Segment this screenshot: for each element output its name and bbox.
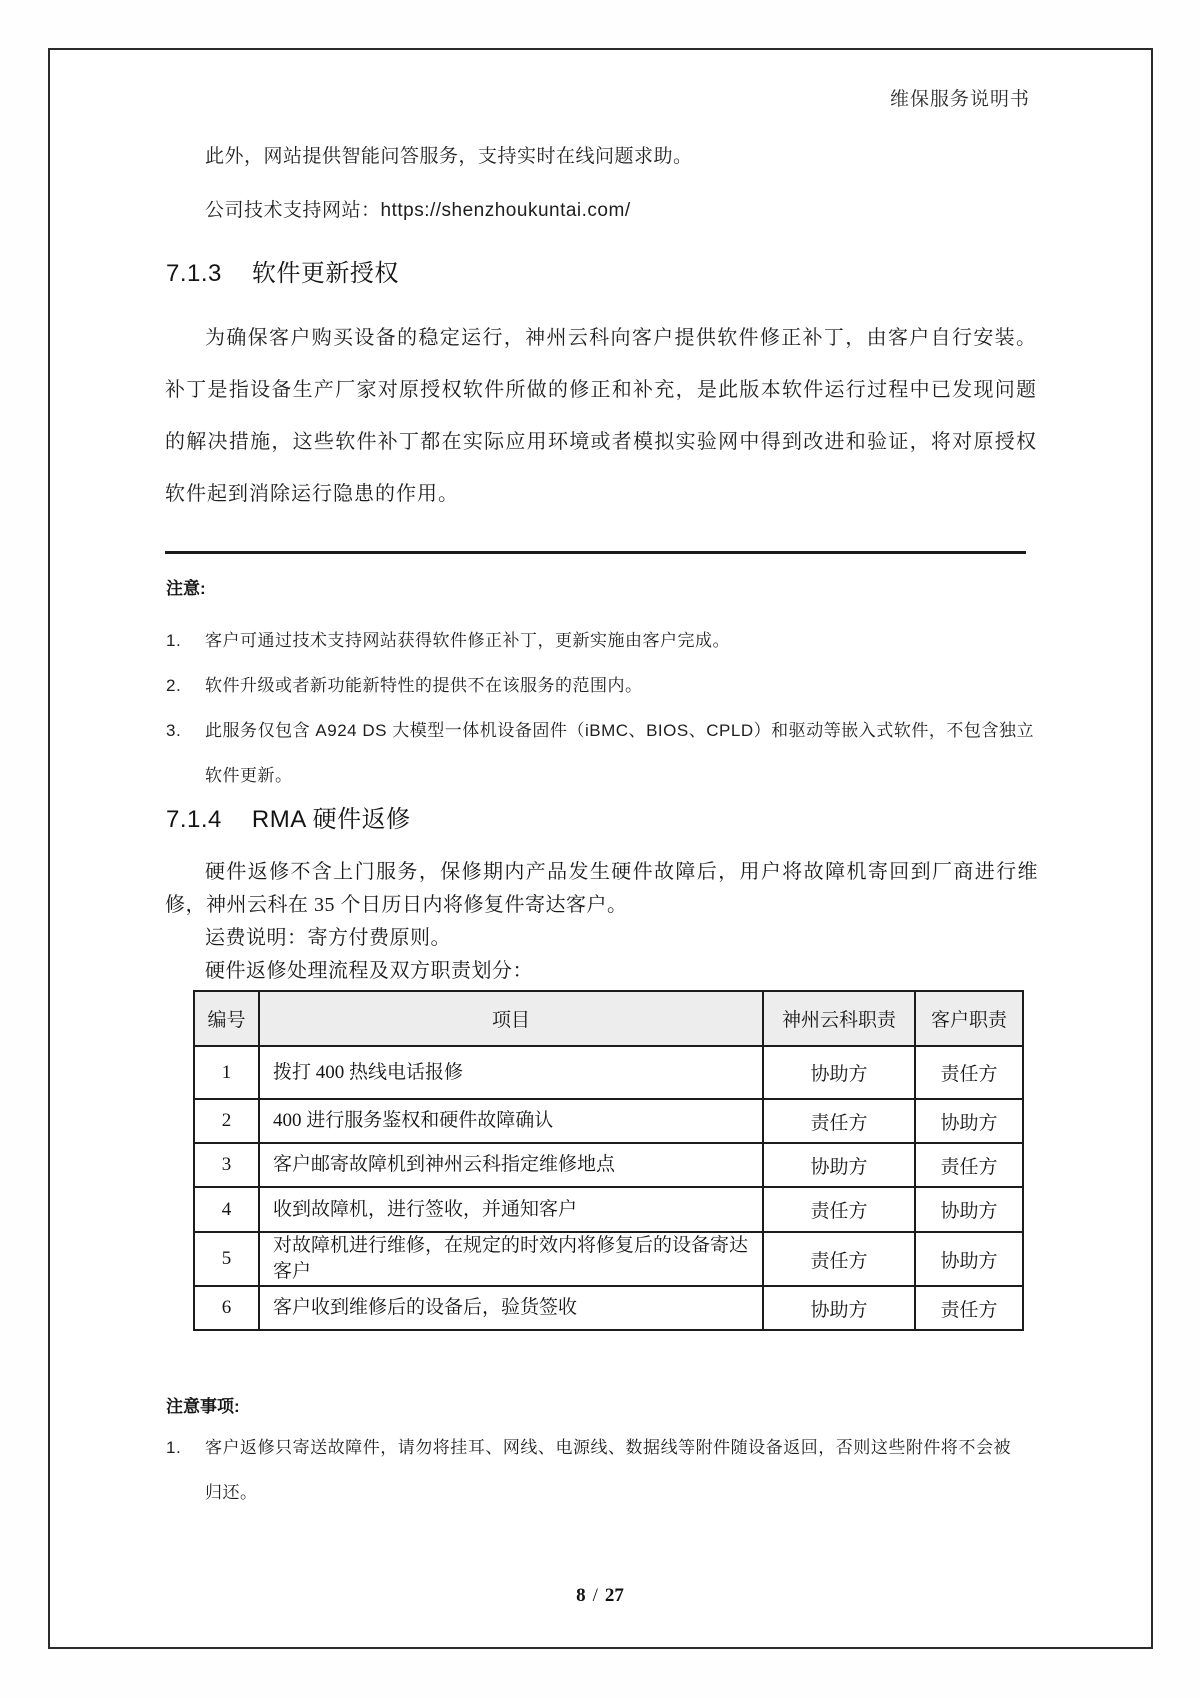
cell-vendor-role: 责任方 [763,1187,915,1232]
section-7-1-4-body [165,856,1038,988]
section-number: 7.1.4 [166,806,222,833]
cell-customer-role: 责任方 [915,1286,1023,1330]
table-row [194,1286,1023,1330]
section-7-1-4-heading [166,799,411,834]
rma-process-table [193,990,1024,1331]
table-header-row [194,991,1023,1046]
note-item-text: 此服务仅包含 A924 DS 大模型一体机设备固件（iBMC、BIOS、CPLD）和驱动等嵌入式软件，不包含独立软件更新。 [205,721,1034,785]
page-number [0,1585,1200,1607]
cell-customer-role: 责任方 [915,1046,1023,1099]
page-number-separator: / [592,1585,598,1606]
page-number-total: 27 [604,1585,624,1606]
note-item [166,663,1034,708]
note-item [166,708,1034,798]
cell-vendor-role: 责任方 [763,1232,915,1286]
cell-vendor-role: 协助方 [763,1143,915,1187]
section-7-1-3-body: 为确保客户购买设备的稳定运行，神州云科向客户提供软件修正补丁，由客户自行安装。补丁是指设备生产厂家对原授权软件所做的修正和补充，是此版本软件运行过程中已发现问题的解决措施，这些软件补丁都在实际应用环境或者模拟实验网中得到改进和验证，将对原授权软件起到消除运行隐患的作用。 [165,327,1037,505]
notice-item-number: 1. [166,1438,182,1457]
intro-paragraph-1: 此外，网站提供智能问答服务，支持实时在线问题求助。 [205,146,693,167]
cell-number: 6 [194,1286,259,1330]
table-row [194,1099,1023,1143]
section-7-1-3-heading [166,253,399,288]
cell-vendor-role: 责任方 [763,1099,915,1143]
notes-label: 注意: [166,579,206,598]
table-row [194,1046,1023,1099]
rma-paragraph-3: 硬件返修处理流程及双方职责划分： [205,960,533,982]
notice-item-text: 客户返修只寄送故障件，请勿将挂耳、网线、电源线、数据线等附件随设备返回，否则这些附件将不会被归还。 [205,1438,1011,1502]
notice-item [166,1425,1011,1515]
note-item-number: 3. [166,721,182,740]
table-row [194,1187,1023,1232]
running-header-title: 维保服务说明书 [889,89,1030,110]
cell-item: 400 进行服务鉴权和硬件故障确认 [259,1099,763,1143]
support-site-url: https://shenzhoukuntai.com/ [380,200,631,221]
section-number: 7.1.3 [166,260,222,287]
cell-item: 客户收到维修后的设备后，验货签收 [259,1286,763,1330]
cell-customer-role: 协助方 [915,1099,1023,1143]
cell-customer-role: 协助方 [915,1232,1023,1286]
cell-number: 2 [194,1099,259,1143]
cell-item: 收到故障机，进行签收，并通知客户 [259,1187,763,1232]
notice-label: 注意事项: [166,1397,240,1416]
notes-divider-rule [165,551,1026,554]
cell-customer-role: 责任方 [915,1143,1023,1187]
col-header-item: 项目 [259,991,763,1046]
col-header-customer-duty: 客户职责 [915,991,1023,1046]
cell-item: 客户邮寄故障机到神州云科指定维修地点 [259,1143,763,1187]
note-item [166,618,1034,663]
cell-customer-role: 协助方 [915,1187,1023,1232]
support-site-label: 公司技术支持网站： [205,200,381,221]
table-row [194,1143,1023,1187]
table-row [194,1232,1023,1286]
note-item-number: 2. [166,676,182,695]
notice-list [166,1425,1011,1515]
col-header-vendor-duty: 神州云科职责 [763,991,915,1046]
cell-number: 5 [194,1232,259,1286]
page-number-current: 8 [576,1585,586,1606]
note-item-text: 客户可通过技术支持网站获得软件修正补丁，更新实施由客户完成。 [205,631,730,650]
intro-paragraph-2 [205,195,631,222]
rma-paragraph-2: 运费说明：寄方付费原则。 [205,927,451,949]
col-header-number: 编号 [194,991,259,1046]
rma-paragraph-1: 硬件返修不含上门服务，保修期内产品发生硬件故障后，用户将故障机寄回到厂商进行维修，神州云科在 35 个日历日内将修复件寄达客户。 [165,861,1038,916]
section-title: RMA 硬件返修 [251,806,411,833]
cell-vendor-role: 协助方 [763,1046,915,1099]
cell-number: 1 [194,1046,259,1099]
note-item-text: 软件升级或者新功能新特性的提供不在该服务的范围内。 [205,676,643,695]
notes-list [166,618,1034,798]
cell-item: 拨打 400 热线电话报修 [259,1046,763,1099]
cell-vendor-role: 协助方 [763,1286,915,1330]
cell-number: 3 [194,1143,259,1187]
section-title: 软件更新授权 [251,260,399,287]
note-item-number: 1. [166,631,182,650]
cell-item: 对故障机进行维修，在规定的时效内将修复后的设备寄达客户 [259,1232,763,1286]
cell-number: 4 [194,1187,259,1232]
